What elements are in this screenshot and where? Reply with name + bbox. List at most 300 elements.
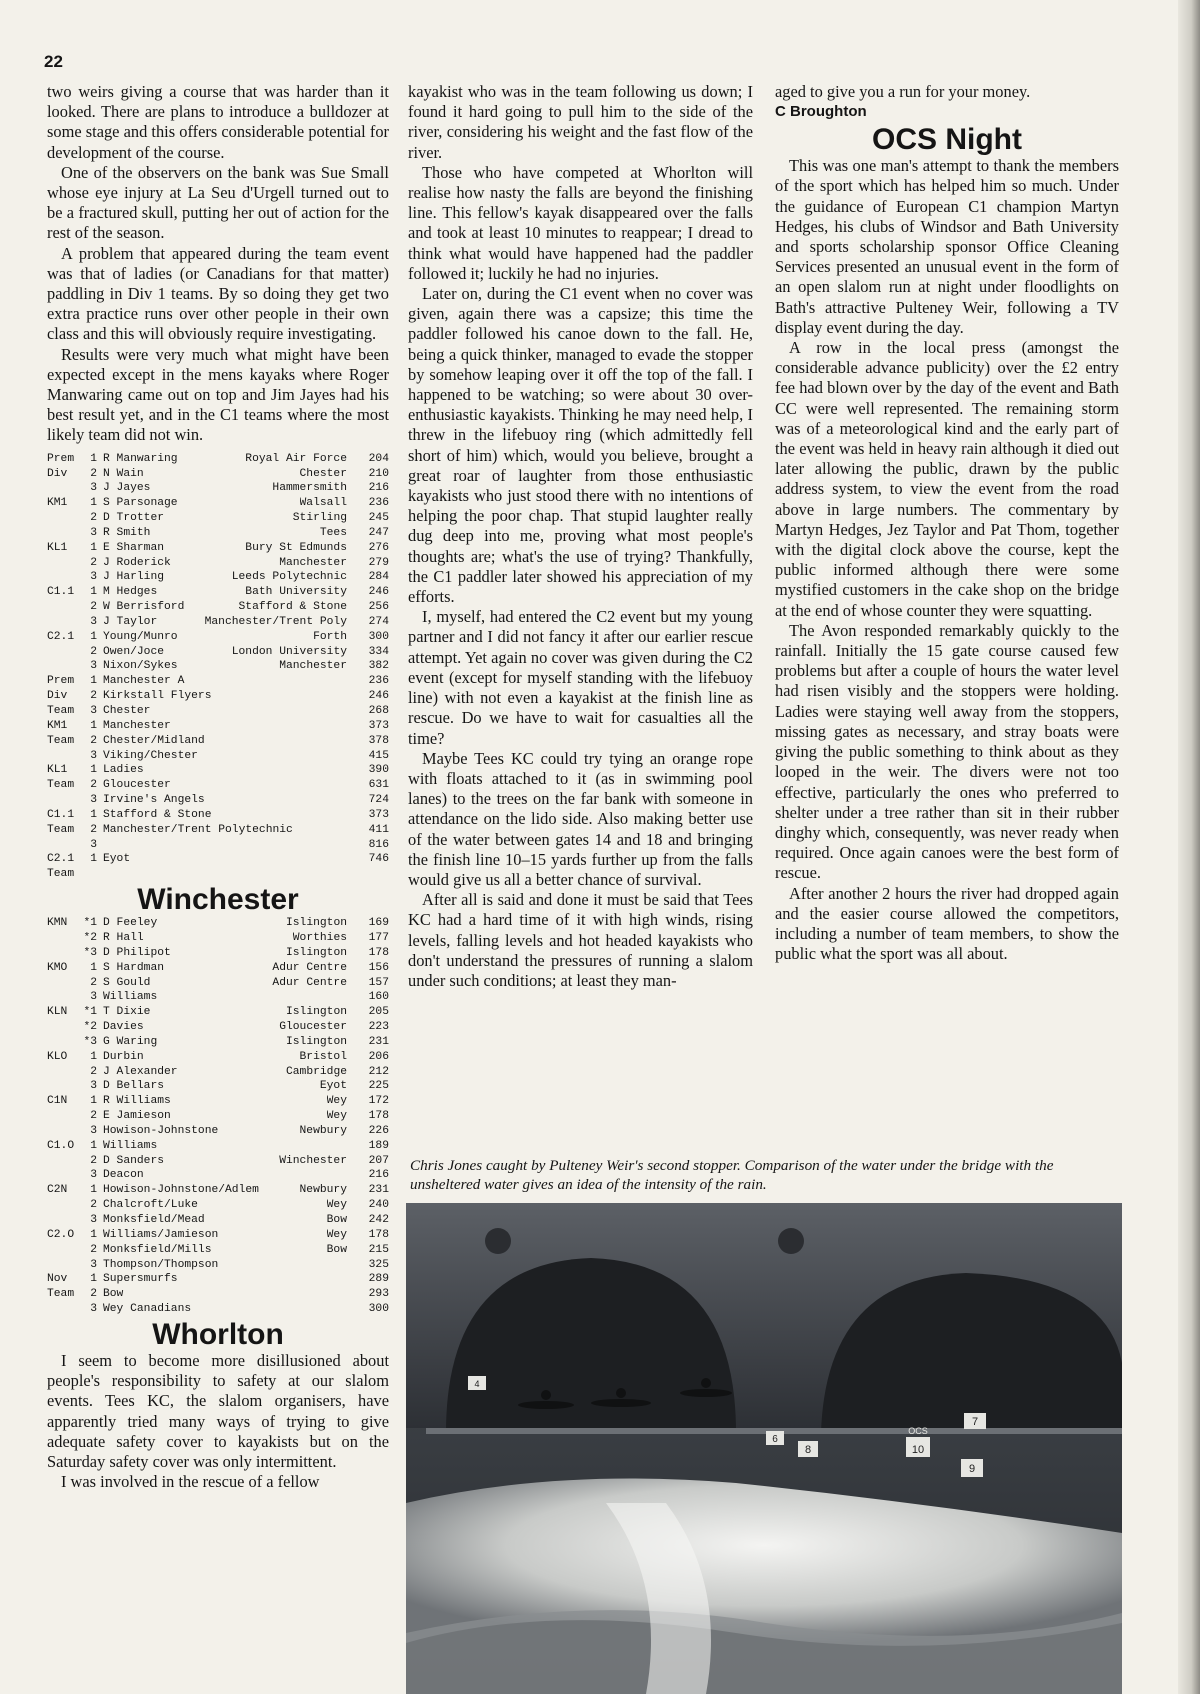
result-score: 216 xyxy=(368,1169,389,1182)
result-name: Williams/Jamieson xyxy=(103,1228,219,1241)
gate-label: 8 xyxy=(804,1444,812,1456)
result-category: KL1 xyxy=(47,541,68,554)
result-category: Div xyxy=(47,690,68,703)
result-category xyxy=(47,556,83,571)
result-name: R Hall xyxy=(103,931,144,944)
result-club: Wey xyxy=(326,1228,347,1241)
result-score: 210 xyxy=(368,467,389,480)
result-category: KLN xyxy=(47,1006,68,1019)
result-place: 2 xyxy=(90,779,97,792)
column-middle xyxy=(408,82,753,991)
result-place: 2 xyxy=(90,1288,97,1301)
result-club: Worthies xyxy=(292,931,347,944)
result-category xyxy=(47,1198,83,1213)
result-name: Thompson/Thompson xyxy=(103,1258,219,1271)
result-name: Durbin xyxy=(103,1050,144,1063)
result-score: 169 xyxy=(368,917,389,930)
result-category xyxy=(47,990,83,1005)
result-score: 373 xyxy=(368,719,389,732)
result-score: 373 xyxy=(368,808,389,821)
gate-label: 4 xyxy=(474,1379,480,1389)
results-row xyxy=(47,704,389,719)
gate-label: 10 xyxy=(911,1444,925,1456)
result-place: 2 xyxy=(90,467,97,480)
results-row xyxy=(47,630,389,645)
result-name: S Parsonage xyxy=(103,497,178,510)
result-place: 3 xyxy=(90,482,97,495)
results-row xyxy=(47,1213,389,1228)
result-place: 1 xyxy=(90,675,97,688)
result-name xyxy=(103,838,347,853)
result-place: 2 xyxy=(90,734,97,747)
result-club: Winchester xyxy=(279,1154,347,1167)
result-name: Manchester/Trent Polytechnic xyxy=(103,823,293,836)
results-row xyxy=(47,867,389,882)
result-category: C2N xyxy=(47,1184,68,1197)
results-row xyxy=(47,689,389,704)
result-name: J Roderick xyxy=(103,556,171,569)
result-place: 3 xyxy=(90,1214,97,1226)
column-right xyxy=(775,82,1119,964)
result-name: S Gould xyxy=(103,976,151,989)
result-score: 325 xyxy=(368,1258,389,1271)
result-category: Prem xyxy=(47,675,75,688)
paragraph: Later on, during the C1 event when no cover was given, again there was a capsize; this time the paddler followed his canoe down to the fall. He, being a quick thinker, managed to evade the stopper by somehow leaping over it off the top of the fall. I happened to be watching; so were about 30 over-enthusiastic kayakists. Thinking he may need help, I threw in the lifebuoy ring (which admittedly fell short of him) which, would you believe, brought a great roar of laughter from those enthusiastic kayakists who just stood there with no intentions of helping the poor chap. That stupid laughter really dug deep into me, proving what most people's thoughts are; what's the use of trying? Thankfully, the C1 paddler later showed his appreciation of my efforts. xyxy=(408,284,753,607)
result-category xyxy=(47,1302,83,1317)
result-category xyxy=(47,1079,83,1094)
result-name: G Waring xyxy=(103,1035,158,1048)
result-category xyxy=(47,976,83,991)
paragraph: kayakist who was in the team following us down; I found it hard going to pull him to the side of the river, considering his weight and the fast flow of the river. xyxy=(408,82,753,162)
result-club: Islington xyxy=(285,917,347,930)
results-row xyxy=(47,1302,389,1317)
result-category: C1.O xyxy=(47,1139,75,1152)
result-category: C1.1 xyxy=(47,586,75,599)
result-name: Williams xyxy=(103,1139,158,1152)
result-club: Chester xyxy=(299,467,347,480)
result-score: 724 xyxy=(368,794,389,807)
result-place: 1 xyxy=(90,1273,97,1286)
bridge-roundel xyxy=(485,1228,511,1254)
result-name: T Dixie xyxy=(103,1006,151,1019)
result-club: Manchester/Trent Poly xyxy=(204,615,347,628)
paragraph: I, myself, had entered the C2 event but my young partner and I did not fancy it after our earlier rescue attempt. Yet again no cover was given during the C2 event (except for myself standing with the lifebuoy line) with not even a kayakist at the finish line as rescue. Do we have to wait for casualties all the time? xyxy=(408,607,753,748)
result-category: Team xyxy=(47,1288,75,1301)
result-category xyxy=(47,1258,83,1273)
results-row xyxy=(47,1272,389,1287)
result-category: Team xyxy=(47,868,75,881)
result-place: 3 xyxy=(90,794,97,807)
result-category xyxy=(47,1109,83,1124)
results-row xyxy=(47,763,389,778)
results-row xyxy=(47,823,389,838)
paragraph: A row in the local press (amongst the considerable advance publicity) over the £2 entry fee had blown over by the day of the event and Bath CC were well represented. The remaining storm was of a meteorological kind and the early part of the event was held in heavy rain although it died out later allowing the public, drawn by the public address system, to view the event from the road above in large numbers. The commentary by Martyn Hedges, Jez Taylor and Pat Thom, together with the digital clock above the course, kept the public informed although there were some mystified customers in the cake shop on the bridge at the end of whose counter they were squatting. xyxy=(775,338,1119,620)
result-name: D Philipot xyxy=(103,946,171,959)
result-place: 1 xyxy=(90,1228,97,1241)
result-score: 189 xyxy=(368,1139,389,1152)
result-club: Wey xyxy=(326,1199,347,1212)
result-club: Adur Centre xyxy=(272,961,347,974)
result-name: J Taylor xyxy=(103,615,158,628)
result-place: 3 xyxy=(90,615,97,628)
results-row xyxy=(47,1050,389,1065)
result-category: Prem xyxy=(47,452,75,465)
result-score: 746 xyxy=(368,853,389,866)
result-name: E Jamieson xyxy=(103,1110,171,1123)
result-place: 1 xyxy=(90,719,97,732)
results-row xyxy=(47,1139,389,1154)
result-category: C2.1 xyxy=(47,630,75,643)
result-score: 216 xyxy=(368,482,389,495)
result-name: R Williams xyxy=(103,1095,171,1108)
gate-label: 6 xyxy=(772,1434,778,1445)
result-club: Hammersmith xyxy=(272,482,347,495)
result-category xyxy=(47,1154,83,1169)
result-place: 2 xyxy=(90,601,97,614)
result-club: Bow xyxy=(326,1214,347,1226)
result-score: 276 xyxy=(368,541,389,554)
results-row xyxy=(47,1005,389,1020)
result-club: Bath University xyxy=(245,586,347,599)
page-binding-edge xyxy=(1178,0,1200,1694)
result-name: M Hedges xyxy=(103,586,158,599)
result-club: Manchester xyxy=(279,556,347,569)
result-club: Walsall xyxy=(299,497,347,510)
paragraph: I seem to become more disillusioned about people's responsibility to safety at our slalom events. Tees KC, the slalom organisers, have apparently tried many ways of trying to give adequate safety cover to kayakists but on the Saturday safety cover was only intermittent. xyxy=(47,1350,389,1471)
result-club: Leeds Polytechnic xyxy=(231,571,347,584)
results-row xyxy=(47,467,389,482)
result-place: 3 xyxy=(90,660,97,673)
results-row xyxy=(47,615,389,630)
result-place: 2 xyxy=(90,1243,97,1256)
column-left xyxy=(47,82,389,1492)
result-category xyxy=(47,645,83,660)
result-place: 3 xyxy=(90,1303,97,1316)
result-score xyxy=(347,867,389,882)
result-score: 246 xyxy=(368,586,389,599)
results-row xyxy=(47,1079,389,1094)
result-place: 1 xyxy=(90,764,97,777)
result-score: 245 xyxy=(368,512,389,525)
result-category: C2.O xyxy=(47,1228,75,1241)
result-score: 300 xyxy=(368,1303,389,1316)
result-name: Williams xyxy=(103,991,158,1004)
result-place: *1 xyxy=(83,917,97,930)
results-row xyxy=(47,734,389,749)
result-category: Team xyxy=(47,734,75,747)
result-place: 1 xyxy=(90,1095,97,1108)
result-category xyxy=(47,1020,83,1035)
result-category xyxy=(47,1035,83,1050)
result-name: R Smith xyxy=(103,526,151,539)
result-place: 2 xyxy=(90,690,97,703)
result-place: 2 xyxy=(90,823,97,836)
result-place: *1 xyxy=(83,1006,97,1019)
result-name: Chester/Midland xyxy=(103,734,205,747)
results-row xyxy=(47,838,389,853)
result-place xyxy=(83,867,103,882)
paragraph: After another 2 hours the river had dropped again and the easier course allowed the competitors, including a number of team members, to show the public what the sport was all about. xyxy=(775,883,1119,964)
result-score: 390 xyxy=(368,764,389,777)
result-club: Royal Air Force xyxy=(245,452,347,465)
result-name: E Sharman xyxy=(103,541,165,554)
result-place: 1 xyxy=(90,961,97,974)
result-name: Chalcroft/Luke xyxy=(103,1199,198,1212)
weir-photograph xyxy=(406,1203,1122,1694)
result-place: 3 xyxy=(90,526,97,539)
result-name: D Trotter xyxy=(103,512,165,525)
results-row xyxy=(47,931,389,946)
result-category xyxy=(47,946,83,961)
result-name: Irvine's Angels xyxy=(103,794,205,807)
result-name: Ladies xyxy=(103,764,144,777)
results-row xyxy=(47,481,389,496)
result-place: 3 xyxy=(90,1258,97,1271)
result-category: KM1 xyxy=(47,497,68,510)
result-category xyxy=(47,659,83,674)
results-row xyxy=(47,793,389,808)
result-club: Tees xyxy=(319,526,347,539)
result-category xyxy=(47,793,83,808)
result-place: 3 xyxy=(90,838,97,851)
result-score: 207 xyxy=(368,1154,389,1167)
result-place: 2 xyxy=(90,976,97,989)
results-row xyxy=(47,1020,389,1035)
result-category xyxy=(47,838,83,853)
results-row xyxy=(47,496,389,511)
result-category xyxy=(47,570,83,585)
result-category: Team xyxy=(47,705,75,717)
result-name: Young/Munro xyxy=(103,630,178,643)
result-category: Nov xyxy=(47,1273,68,1286)
paragraph: This was one man's attempt to thank the members of the sport which has helped him so much. Under the guidance of European C1 champion Martyn Hedges, his clubs of Windsor and Bath University and sports scholarship sponsor Office Cleaning Services presented an unusual event in the form of an open slalom run at night under floodlights on Bath's attractive Pulteney Weir, following a TV display event during the day. xyxy=(775,156,1119,337)
result-score: 415 xyxy=(368,749,389,762)
result-place: 1 xyxy=(90,1050,97,1063)
result-place: 1 xyxy=(90,1184,97,1197)
result-score: 212 xyxy=(368,1065,389,1078)
result-place: 1 xyxy=(90,541,97,554)
result-score: 226 xyxy=(368,1124,389,1137)
result-place: 2 xyxy=(90,1110,97,1123)
result-name: S Hardman xyxy=(103,961,165,974)
result-score: 279 xyxy=(368,556,389,569)
results-row xyxy=(47,778,389,793)
result-name: Howison-Johnstone xyxy=(103,1124,219,1137)
result-category xyxy=(47,1168,83,1183)
result-club: Stirling xyxy=(292,512,347,525)
results-row xyxy=(47,674,389,689)
result-place: 3 xyxy=(90,1169,97,1182)
paragraph: Those who have competed at Whorlton will realise how nasty the falls are beyond the finishing line. This fellow's kayak disappeared over the falls and took at least 10 minutes to reappear; I dread to think what would have happened had the paddler followed it; luckily he had no injuries. xyxy=(408,162,753,283)
result-name: J Jayes xyxy=(103,482,151,495)
result-category: KL1 xyxy=(47,764,68,777)
result-club: Manchester xyxy=(279,660,347,673)
photo-caption: Chris Jones caught by Pulteney Weir's second stopper. Comparison of the water under the bridge with the unsheltered water gives an idea of the intensity of the rain. xyxy=(410,1157,1054,1193)
result-club: Newbury xyxy=(299,1124,347,1137)
result-score: 204 xyxy=(368,452,389,465)
result-name: Deacon xyxy=(103,1169,144,1182)
paragraph: One of the observers on the bank was Sue Small whose eye injury at La Seu d'Urgell turned out to be a fractured skull, putting her out of action for the rest of the season. xyxy=(47,162,389,243)
result-name: Monksfield/Mead xyxy=(103,1214,205,1226)
result-name: Nixon/Sykes xyxy=(103,660,178,673)
result-place: 3 xyxy=(90,705,97,717)
result-score: 247 xyxy=(368,526,389,539)
section-heading-ocs-night: OCS Night xyxy=(872,123,1022,157)
gate-label: 9 xyxy=(968,1463,976,1475)
result-name: Manchester A xyxy=(103,675,185,688)
result-score: 236 xyxy=(368,497,389,510)
result-club: Gloucester xyxy=(279,1021,347,1034)
results-row xyxy=(47,1035,389,1050)
results-row xyxy=(47,659,389,674)
result-place: *3 xyxy=(83,946,97,959)
results-row xyxy=(47,511,389,526)
result-place: *2 xyxy=(83,931,97,944)
results-row xyxy=(47,852,389,867)
results-row xyxy=(47,645,389,660)
section-heading-winchester: Winchester xyxy=(137,883,299,917)
result-score: 411 xyxy=(368,823,389,836)
result-score: 178 xyxy=(368,946,389,959)
results-row xyxy=(47,719,389,734)
paragraph: A problem that appeared during the team event was that of ladies (or Canadians for that matter) paddling in Div 1 teams. By so doing they get two extra practice runs over other people in their own class and this will obviously require investigating. xyxy=(47,243,389,344)
result-category: Div xyxy=(47,467,68,480)
results-row xyxy=(47,452,389,467)
result-category: KMN xyxy=(47,917,68,930)
result-score: 284 xyxy=(368,571,389,584)
result-name: Davies xyxy=(103,1021,144,1034)
result-name: Howison-Johnstone/Adlem xyxy=(103,1184,259,1197)
result-club: Bristol xyxy=(299,1050,347,1063)
result-score: 172 xyxy=(368,1095,389,1108)
result-name: J Alexander xyxy=(103,1065,178,1078)
result-category: KMO xyxy=(47,961,68,974)
results-row xyxy=(47,556,389,571)
results-row xyxy=(47,946,389,961)
result-score: 178 xyxy=(368,1228,389,1241)
result-club: Islington xyxy=(285,1006,347,1019)
result-name: N Wain xyxy=(103,467,144,480)
result-name: D Sanders xyxy=(103,1154,165,1167)
results-table-winchester xyxy=(47,916,389,1317)
result-place: 1 xyxy=(90,853,97,866)
result-name: Manchester xyxy=(103,719,171,732)
author-signature: C Broughton xyxy=(775,103,867,121)
result-name: Stafford & Stone xyxy=(103,808,212,821)
result-club: Wey xyxy=(326,1110,347,1123)
result-name: Supersmurfs xyxy=(103,1273,178,1286)
result-category xyxy=(47,526,83,541)
result-club: Eyot xyxy=(319,1080,347,1093)
result-score: 300 xyxy=(368,630,389,643)
result-club: Newbury xyxy=(299,1184,347,1197)
results-row xyxy=(47,976,389,991)
paragraph: After all is said and done it must be said that Tees KC had a hard time of it with high winds, rising levels, falling levels and hot headed kayakists who don't understand the pressures of running a slalom under such conditions; at least they man- xyxy=(408,890,753,990)
result-category: KM1 xyxy=(47,719,68,732)
result-club: Islington xyxy=(285,1035,347,1048)
result-place: 2 xyxy=(90,645,97,658)
result-name xyxy=(103,867,347,882)
result-category: C1.1 xyxy=(47,808,75,821)
result-place: 1 xyxy=(90,497,97,510)
results-row xyxy=(47,1198,389,1213)
result-place: 3 xyxy=(90,991,97,1004)
result-place: 1 xyxy=(90,808,97,821)
result-name: W Berrisford xyxy=(103,601,185,614)
results-row xyxy=(47,1109,389,1124)
result-score: 236 xyxy=(368,675,389,688)
results-row xyxy=(47,1168,389,1183)
paragraph: two weirs giving a course that was harder than it looked. There are plans to introduce a bulldozer at some stage and this offers considerable potential for development of the course. xyxy=(47,82,389,162)
result-category xyxy=(47,931,83,946)
result-name: D Feeley xyxy=(103,917,158,930)
results-row xyxy=(47,990,389,1005)
result-name: Viking/Chester xyxy=(103,749,198,762)
result-place: 2 xyxy=(90,1065,97,1078)
result-score: 334 xyxy=(368,645,389,658)
results-row xyxy=(47,1228,389,1243)
page-number: 22 xyxy=(44,52,63,71)
result-place: 1 xyxy=(90,586,97,599)
result-score: 156 xyxy=(368,961,389,974)
paragraph: The Avon responded remarkably quickly to the rainfall. Initially the 15 gate course caused few problems but after a couple of hours the water level had risen visibly and the stoppers were holding. Ladies were staying well away from the stoppers, missing gates as necessary, and stray boats were giving the public something to think about as they looped in the weir. The divers were not too effective, particularly the ones who preferred to shelter under a tree rather than sit in their rubber dinghy which, consequently, was never ready when required. Once again canoes were the best form of rescue. xyxy=(775,620,1119,883)
result-score: 378 xyxy=(368,734,389,747)
results-row xyxy=(47,1243,389,1258)
result-score: 268 xyxy=(368,705,389,717)
gate-label: 7 xyxy=(971,1416,979,1428)
result-name: R Manwaring xyxy=(103,452,178,465)
results-row xyxy=(47,1287,389,1302)
result-club: Adur Centre xyxy=(272,976,347,989)
results-row xyxy=(47,1258,389,1273)
result-name: Gloucester xyxy=(103,779,171,792)
result-club: Bury St Edmunds xyxy=(245,541,347,554)
result-club: Bow xyxy=(326,1243,347,1256)
result-score: 160 xyxy=(368,991,389,1004)
gate-label: OCS xyxy=(908,1426,928,1436)
result-place: 3 xyxy=(90,749,97,762)
result-score: 223 xyxy=(368,1021,389,1034)
results-row xyxy=(47,961,389,976)
result-category xyxy=(47,1213,83,1228)
result-name: J Harling xyxy=(103,571,165,584)
result-score: 246 xyxy=(368,690,389,703)
result-category xyxy=(47,511,83,526)
result-place: 2 xyxy=(90,1199,97,1212)
result-club: Forth xyxy=(313,630,347,643)
result-score: 274 xyxy=(368,615,389,628)
results-row xyxy=(47,600,389,615)
result-score: 289 xyxy=(368,1273,389,1286)
result-club: Stafford & Stone xyxy=(238,601,347,614)
result-score: 205 xyxy=(368,1006,389,1019)
result-category xyxy=(47,481,83,496)
result-score: 242 xyxy=(368,1214,389,1226)
results-row xyxy=(47,570,389,585)
result-place: 3 xyxy=(90,1080,97,1093)
result-score: 231 xyxy=(368,1184,389,1197)
results-row xyxy=(47,808,389,823)
results-row xyxy=(47,1094,389,1109)
result-score: 178 xyxy=(368,1110,389,1123)
result-category: Team xyxy=(47,779,75,792)
result-score: 215 xyxy=(368,1243,389,1256)
result-score: 240 xyxy=(368,1199,389,1212)
result-score: 293 xyxy=(368,1288,389,1301)
section-heading-whorlton: Whorlton xyxy=(152,1317,284,1351)
result-place: 2 xyxy=(90,556,97,569)
results-row xyxy=(47,749,389,764)
